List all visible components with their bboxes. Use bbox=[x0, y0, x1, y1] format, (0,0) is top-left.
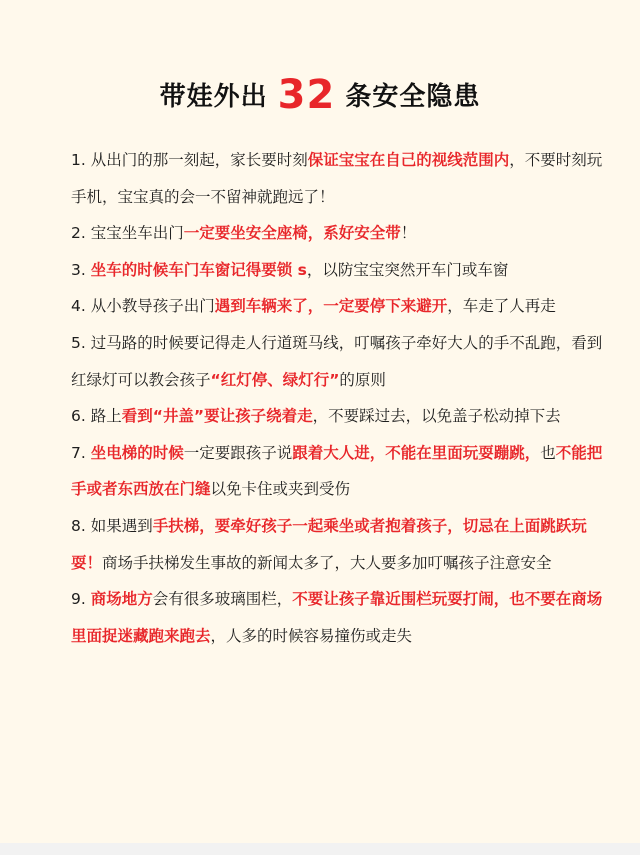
body-text: 一定要跟孩子说 bbox=[183, 443, 293, 462]
body-text: 路上 bbox=[90, 407, 122, 426]
body-text: ，以防宝宝突然开车门或车窗 bbox=[306, 260, 509, 279]
highlight-text: 遇到车辆来了，一定要停下来避开 bbox=[214, 297, 448, 316]
bottom-bar bbox=[0, 843, 640, 855]
body-text: 宝宝坐车出门 bbox=[90, 224, 184, 243]
body-text: ，人多的时候容易撞伤或走失 bbox=[210, 626, 413, 645]
item-number: 6. bbox=[71, 407, 91, 426]
highlight-text: 坐电梯的时候 bbox=[90, 443, 184, 462]
body-text: ，不要踩过去，以免盖子松动掉下去 bbox=[312, 407, 561, 426]
body-text: 会有很多玻璃围栏， bbox=[152, 590, 293, 609]
list-item bbox=[71, 215, 603, 252]
list-item bbox=[71, 325, 603, 398]
title-number: 32 bbox=[277, 72, 336, 119]
highlight-text: 不要让孩子靠近围栏玩耍打闹，也不要在商场里面捉迷藏跑来跑去 bbox=[71, 590, 603, 645]
list-item bbox=[71, 508, 603, 581]
body-text: 的原则 bbox=[339, 370, 386, 389]
body-text: 以免卡住或夹到受伤 bbox=[210, 480, 351, 499]
page-title bbox=[0, 67, 640, 125]
list-item bbox=[71, 288, 603, 325]
highlight-text: 手扶梯，要牵好孩子一起乘坐或者抱着孩子，切忌在上面跳跃玩耍！ bbox=[71, 516, 587, 572]
highlight-text: 商场地方 bbox=[90, 590, 153, 609]
list-item bbox=[71, 398, 603, 435]
list-item bbox=[71, 435, 603, 508]
item-number: 1. bbox=[71, 151, 91, 169]
item-number: 5. bbox=[71, 333, 91, 352]
body-text: 从小教导孩子出门 bbox=[90, 297, 215, 316]
highlight-text: 跟着大人进，不能在里面玩耍蹦跳， bbox=[292, 443, 541, 462]
highlight-text: 一定要坐安全座椅，系好安全带 bbox=[183, 224, 401, 243]
highlight-text: 看到“井盖”要让孩子绕着走 bbox=[121, 407, 313, 426]
item-number: 8. bbox=[71, 516, 91, 535]
item-number: 7. bbox=[71, 443, 91, 462]
highlight-text: “红灯停、绿灯行” bbox=[210, 370, 340, 389]
list-item bbox=[71, 581, 603, 654]
body-text: 从出门的那一刻起，家长要时刻 bbox=[90, 151, 308, 169]
item-number: 2. bbox=[71, 224, 91, 243]
body-text: ，车走了人再走 bbox=[447, 297, 556, 316]
body-text: 商场手扶梯发生事故的新闻太多了，大人要多加叮嘱孩子注意安全 bbox=[102, 553, 552, 572]
body-text: 如果遇到 bbox=[90, 516, 153, 535]
body-text: ，不要时刻玩手机，宝宝真的会一不留神就跑远了！ bbox=[71, 151, 603, 206]
safety-tips-list bbox=[71, 142, 603, 654]
list-item bbox=[71, 142, 603, 215]
highlight-text: 不能把手或者东西放在门缝 bbox=[71, 443, 603, 499]
highlight-text: 保证宝宝在自己的视线范围内 bbox=[307, 151, 510, 169]
title-prefix: 带娃外出 bbox=[159, 82, 268, 113]
item-number: 4. bbox=[71, 297, 91, 316]
list-item bbox=[71, 252, 603, 289]
body-text: 过马路的时候要记得走人行道斑马线，叮嘱孩子牵好大人的手不乱跑，看到红绿灯可以教会孩子 bbox=[71, 333, 603, 389]
body-text: ！ bbox=[400, 224, 417, 243]
item-number: 9. bbox=[71, 590, 91, 609]
title-suffix: 条安全隐患 bbox=[345, 82, 481, 113]
highlight-text: 坐车的时候车门车窗记得要锁 s bbox=[90, 260, 307, 279]
body-text: 也 bbox=[540, 443, 556, 462]
item-number: 3. bbox=[71, 260, 91, 279]
